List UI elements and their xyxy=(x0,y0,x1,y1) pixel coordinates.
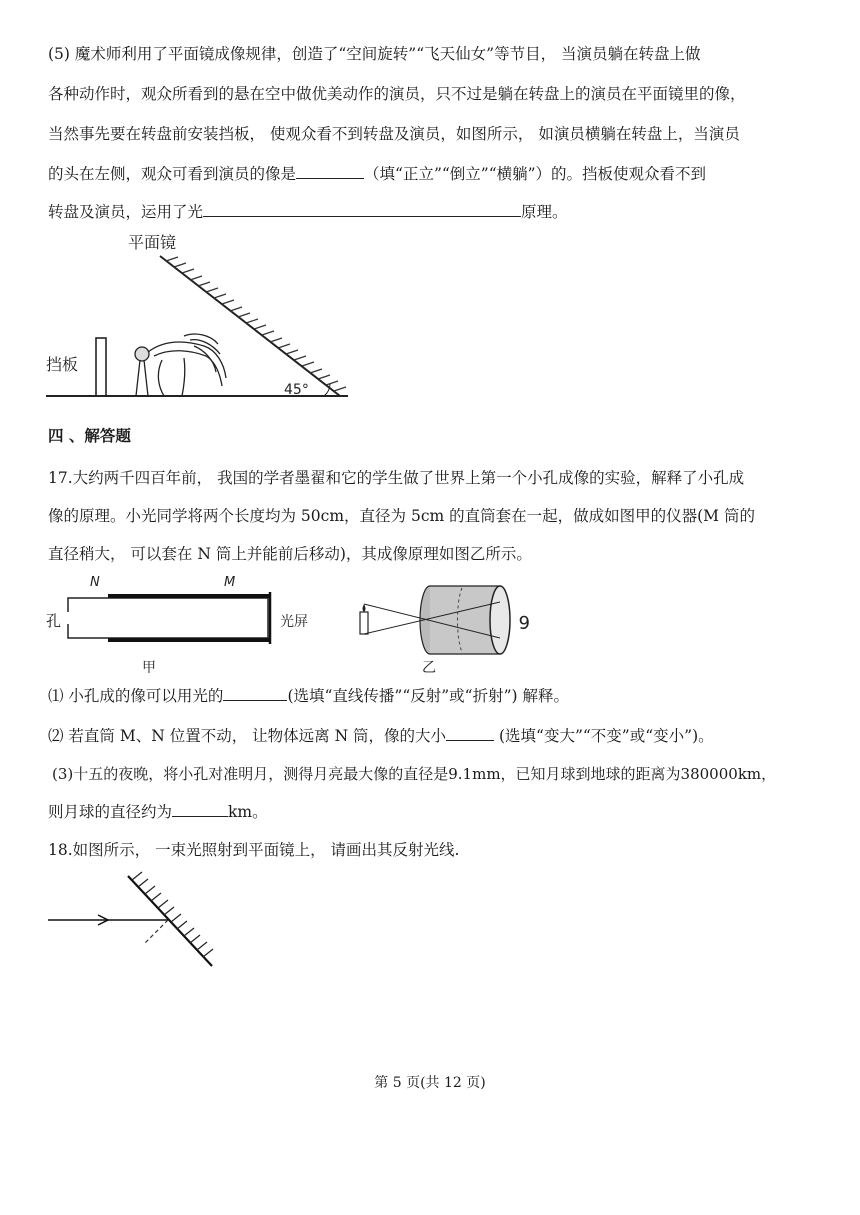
label-yi: 乙 xyxy=(422,660,436,676)
q17-sub3-prefix: 则月球的直径约为 xyxy=(48,803,173,821)
answer-blank-moon-diameter[interactable] xyxy=(172,802,228,817)
q16-5-line2: 各种动作时，观众所看到的悬在空中做优美动作的演员，只不过是躺在转盘上的演员在平面镜里的像， xyxy=(48,85,746,103)
q17-sub1-prefix: ⑴ 小孔成的像可以用光的 xyxy=(48,687,224,705)
figure-jia-tube xyxy=(44,572,334,676)
q16-5-line5-prefix: 转盘及演员，运用了光 xyxy=(48,203,204,221)
mirror-hatching xyxy=(166,257,346,391)
label-board: 挡板 xyxy=(46,355,79,374)
answer-blank-light-property[interactable] xyxy=(223,686,287,701)
q16-5-line4-prefix: 的头在左侧，观众可看到演员的像是 xyxy=(48,165,297,183)
q17-sub2-suffix: (选填“变大”“不变”或“变小”)。 xyxy=(494,727,714,745)
svg-text:6: 6 xyxy=(518,611,530,632)
figure-mirror-illusion xyxy=(44,228,354,400)
mirror-hatching-2 xyxy=(132,872,213,957)
label-jia: 甲 xyxy=(142,660,156,676)
q16-5-line4-suffix: （填“正立”“倒立”“横躺”）的。挡板使观众看不到 xyxy=(364,165,707,183)
answer-blank-image-orientation[interactable] xyxy=(296,164,364,179)
q17-line2: 像的原理。小光同学将两个长度均为 50cm，直径为 5cm 的直筒套在一起，做成如图甲的仪器(M 筒的 xyxy=(48,507,755,525)
q17-sub1 xyxy=(48,686,569,706)
q17-sub3-unit: km。 xyxy=(228,803,268,821)
q16-5-line3: 当然事先要在转盘前安装挡板， 使观众看不到转盘及演员，如图所示， 如演员横躺在转盘上，当演员 xyxy=(48,125,740,143)
q16-5-line5-suffix: 原理。 xyxy=(521,203,568,221)
q16-5-line4 xyxy=(48,164,706,184)
performer-figure xyxy=(135,334,226,396)
figure-yi-principle xyxy=(352,572,542,676)
q17-sub2 xyxy=(48,726,714,746)
q17-sub2-prefix: ⑵ 若直筒 M、N 位置不动， 让物体远离 N 筒，像的大小 xyxy=(48,727,447,745)
q18-line1: 18.如图所示， 一束光照射到平面镜上， 请画出其反射光线. xyxy=(48,841,460,859)
label-N: N xyxy=(90,575,100,590)
answer-blank-light-principle[interactable] xyxy=(203,202,521,217)
label-angle: 45° xyxy=(284,382,309,398)
normal-line xyxy=(144,920,168,944)
section-heading: 四 、解答题 xyxy=(48,427,131,445)
answer-blank-image-size[interactable] xyxy=(446,726,494,741)
label-plane-mirror: 平面镜 xyxy=(128,233,177,252)
tube-N xyxy=(68,598,268,638)
page-footer: 第 5 页(共 12 页) xyxy=(374,1075,486,1091)
label-screen: 光屏 xyxy=(280,614,308,630)
candle-icon xyxy=(360,612,368,634)
board-shape xyxy=(96,338,106,396)
figure-reflection[interactable] xyxy=(46,868,226,972)
q17-sub1-suffix: (选填“直线传播”“反射”或“折射”) 解释。 xyxy=(287,687,570,705)
q16-5-line5 xyxy=(48,202,568,222)
q17-sub3-line1: (3)十五的夜晚，将小孔对准明月，测得月亮最大像的直径是9.1mm，已知月球到地球的距离为380000km， xyxy=(52,765,777,783)
q17-line3: 直径稍大， 可以套在 N 筒上并能前后移动)，其成像原理如图乙所示。 xyxy=(48,545,532,563)
mirror-line xyxy=(128,876,212,966)
q16-5-line1: (5) 魔术师利用了平面镜成像规律，创造了“空间旋转”“飞天仙女”等节目， 当演员躺在转盘上做 xyxy=(48,45,701,63)
q17-sub3-line2 xyxy=(48,802,268,822)
q17-line1: 17.大约两千四百年前， 我国的学者墨翟和它的学生做了世界上第一个小孔成像的实验，解释了小孔成 xyxy=(48,469,745,487)
label-hole: 孔 xyxy=(46,612,62,630)
label-M: M xyxy=(224,575,236,590)
